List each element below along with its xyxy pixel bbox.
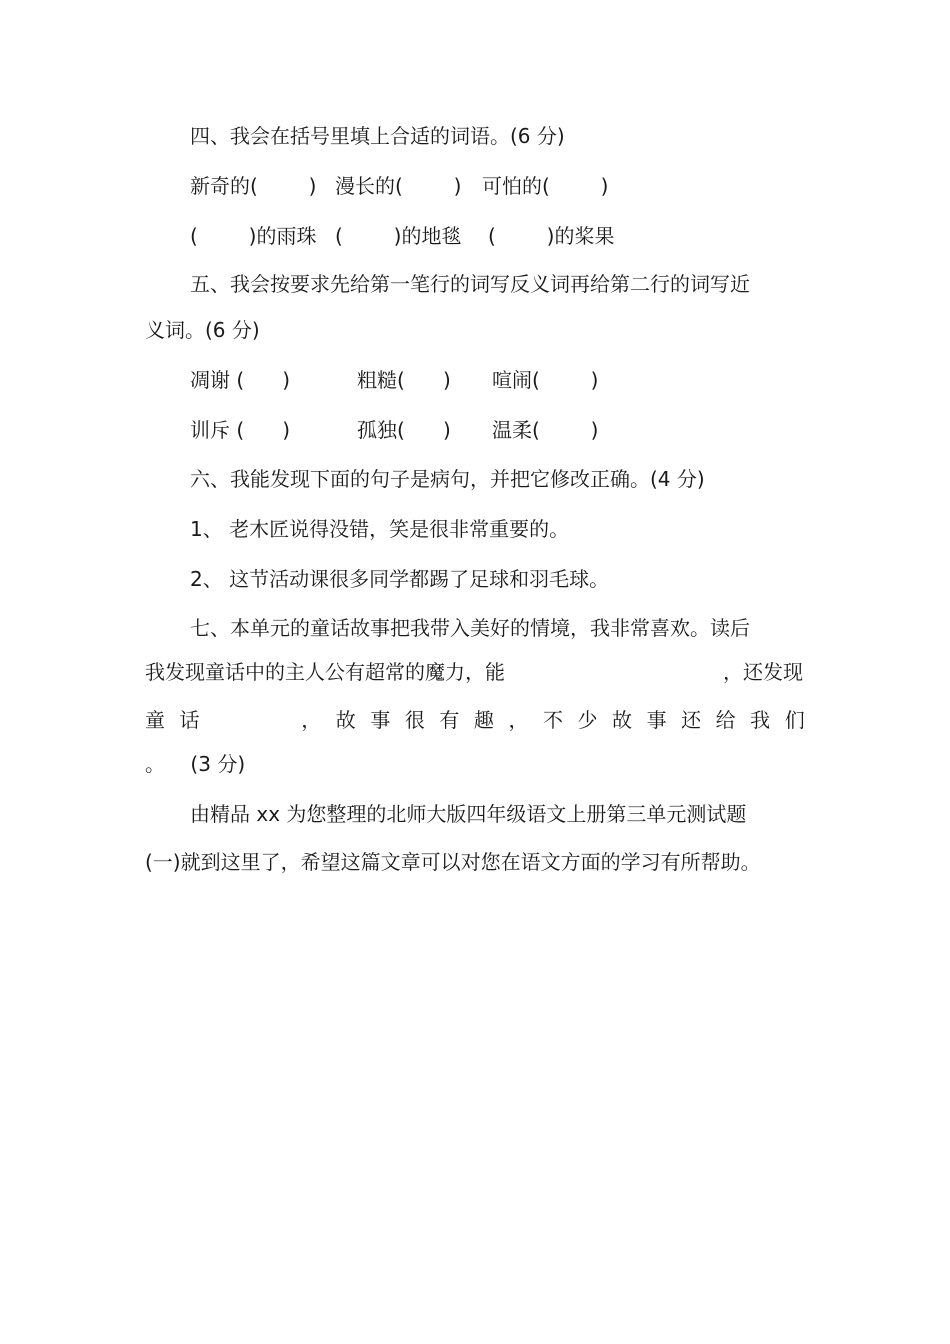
char: 不 <box>542 708 563 732</box>
char: 少 <box>577 708 598 732</box>
blank-item: ( )的桨果 <box>488 224 615 248</box>
section7-line1: 七、本单元的童话故事把我带入美好的情境，我非常喜欢。读后 <box>190 616 750 640</box>
blank-item: 温柔( ) <box>492 418 599 442</box>
blank-item: 喧闹( ) <box>492 368 599 392</box>
char: 有 <box>439 708 460 732</box>
section5-title-line1: 五、我会按要求先给第一笔行的词写反义词再给第二行的词写近 <box>190 272 750 296</box>
section7-line3 <box>145 706 805 734</box>
char: ， <box>301 708 322 732</box>
blank-item: ( )的雨珠 <box>190 224 317 248</box>
char: 话 <box>179 708 200 732</box>
blank-item: 凋谢 ( ) <box>190 368 291 392</box>
section6-item-2: 2、 这节活动课很多同学都踢了足球和羽毛球。 <box>190 567 610 591</box>
blank-item: 粗糙( ) <box>357 368 451 392</box>
blank-item: 训斥 ( ) <box>190 418 291 442</box>
char: 故 <box>335 708 356 732</box>
char: 我 <box>750 708 771 732</box>
blank-item: 漫长的( ) <box>335 174 462 198</box>
section6-item-1: 1、 老木匠说得没错，笑是很非常重要的。 <box>190 517 570 541</box>
blank-item: 新奇的( ) <box>190 174 317 198</box>
char: ， <box>508 708 529 732</box>
blank-item: 孤独( ) <box>357 418 451 442</box>
section6-title: 六、我能发现下面的句子是病句，并把它修改正确。(4 分) <box>190 467 705 491</box>
char: 童 <box>145 708 165 732</box>
closing-line2: (一)就到这里了，希望这篇文章可以对您在语文方面的学习有所帮助。 <box>145 850 761 874</box>
blank-item: 可怕的( ) <box>482 174 609 198</box>
char: 们 <box>784 708 805 732</box>
char: 事 <box>370 708 391 732</box>
char: 趣 <box>473 708 494 732</box>
closing-line1: 由精品 xx 为您整理的北师大版四年级语文上册第三单元测试题 <box>190 802 747 826</box>
blank-item: ( )的地毯 <box>335 224 462 248</box>
char: 故 <box>612 708 633 732</box>
char: 很 <box>404 708 425 732</box>
char: 还 <box>681 708 702 732</box>
section7-line2b: ，还发现 <box>723 660 803 684</box>
section4-title: 四、我会在括号里填上合适的词语。(6 分) <box>190 124 565 148</box>
char: 给 <box>715 708 736 732</box>
section7-line2a: 我发现童话中的主人公有超常的魔力，能 <box>145 660 505 684</box>
section7-line4: 。 (3 分) <box>145 752 246 776</box>
section5-title-line2: 义词。(6 分) <box>145 318 260 342</box>
char: 事 <box>646 708 667 732</box>
